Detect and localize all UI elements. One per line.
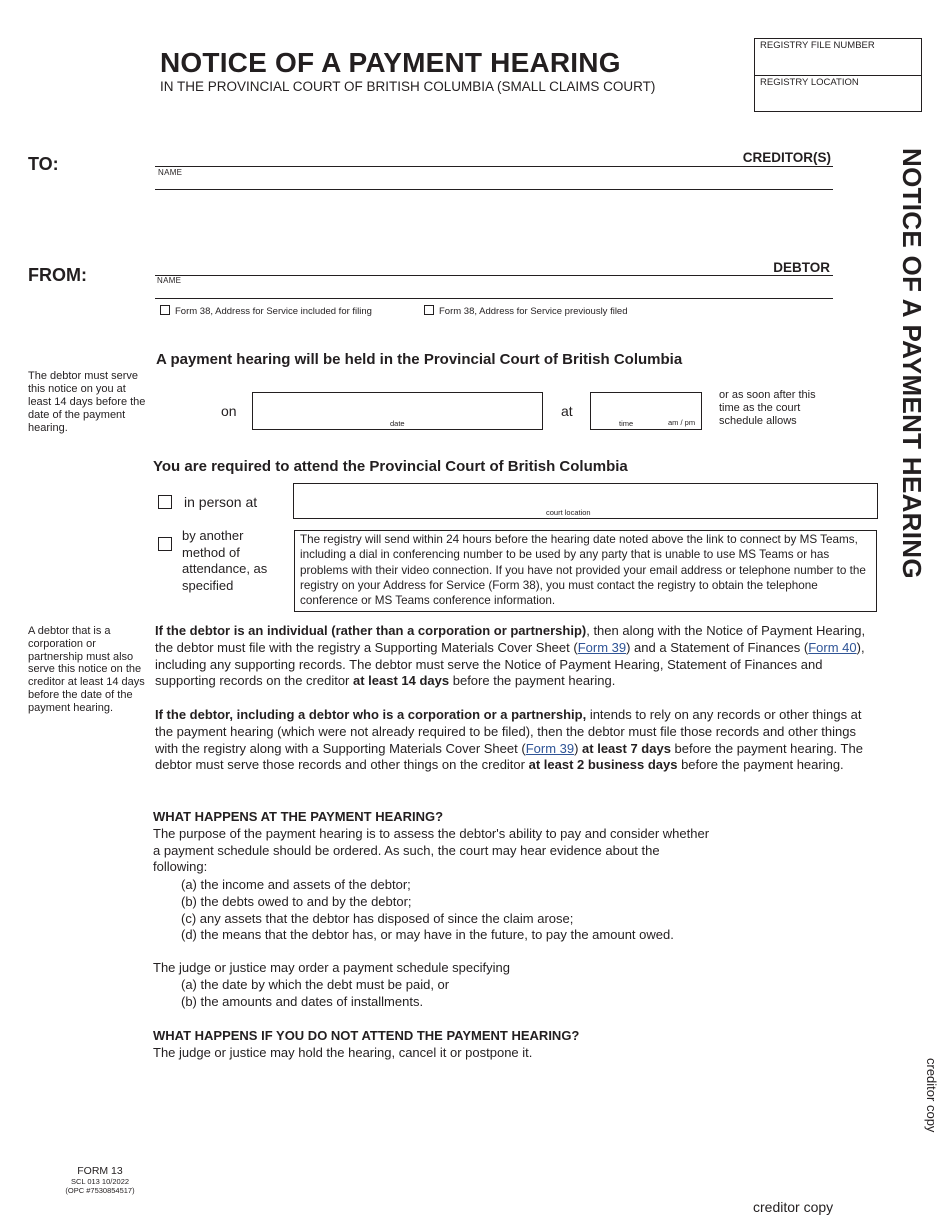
order-section xyxy=(153,960,753,1010)
not-attend-section xyxy=(153,1028,753,1062)
court-location-caption: court location xyxy=(546,508,591,517)
time-caption: time xyxy=(619,419,634,428)
p1-text-a: , then along with the Notice of Payment Hearing, the debtor must file with the registry a Supporting Materials Cover Sheet ( xyxy=(155,623,866,655)
p2-text-d: before the payment hearing. xyxy=(677,757,844,773)
side-title: NOTICE OF A PAYMENT HEARING xyxy=(897,148,927,579)
registry-location-field[interactable] xyxy=(755,76,921,113)
individual-debtor-lead: If the debtor is an individual (rather than a corporation or partnership) xyxy=(155,623,587,638)
to-label: TO: xyxy=(28,154,59,174)
registry-file-number-field[interactable] xyxy=(755,39,921,76)
ampm-caption: am / pm xyxy=(668,418,696,427)
form-code: SCL 013 10/2022 xyxy=(70,1177,130,1186)
creditor-name-caption: NAME xyxy=(158,168,183,177)
corporate-debtor-lead: If the debtor, including a debtor who is a corporation or a partnership, xyxy=(155,707,587,722)
evidence-item: (c) any assets that the debtor has disposed of since the claim arose; xyxy=(181,910,574,926)
registry-file-number-label: REGISTRY FILE NUMBER xyxy=(760,40,875,51)
evidence-item: (a) the income and assets of the debtor; xyxy=(181,877,411,892)
evidence-list xyxy=(153,877,753,944)
from-label: FROM: xyxy=(28,265,87,285)
individual-debtor-paragraph xyxy=(155,623,877,690)
footer-copy-label: creditor copy xyxy=(753,1199,834,1215)
form-39-link-2[interactable]: Form 39 xyxy=(525,740,575,756)
in-person-label: in person at xyxy=(184,494,258,510)
registry-location-label: REGISTRY LOCATION xyxy=(760,77,859,88)
hearing-heading: A payment hearing will be held in the Provincial Court of British Columbia xyxy=(156,351,683,368)
not-attend-heading: WHAT HAPPENS IF YOU DO NOT ATTEND THE PAYMENT HEARING? xyxy=(153,1028,580,1043)
filing-option-previous-label: Form 38, Address for Service previously filed xyxy=(439,306,628,317)
p1-text-b: ) and a Statement of Finances ( xyxy=(626,639,809,655)
creditor-name-field[interactable] xyxy=(155,167,833,189)
p1-text-c: ), including any supporting records. The debtor must serve the Notice of Payment Hearing, Statement of Finances and supporting records on the creditor xyxy=(155,639,865,689)
filing-option-included-label: Form 38, Address for Service included for filing xyxy=(175,306,372,317)
creditor-role-label: CREDITOR(S) xyxy=(742,150,831,165)
form-39-link[interactable]: Form 39 xyxy=(577,639,627,655)
form-title: NOTICE OF A PAYMENT HEARING xyxy=(160,47,621,78)
p2-text-a: intends to rely on any records or other things at the payment hearing (which were not already required to be filed), then the debtor must file those records and other things with the registry along with a Supporting Materials Cover Sheet ( xyxy=(155,707,862,756)
p2-text-c: before the payment hearing. The debtor must serve those records and other things on the creditor xyxy=(155,740,863,773)
side-copy-label: creditor copy xyxy=(924,1058,939,1133)
attend-heading: You are required to attend the Provincial Court of British Columbia xyxy=(153,458,628,475)
p1-text-d: before the payment hearing. xyxy=(449,673,616,689)
hearing-time-field[interactable] xyxy=(590,392,702,430)
p2-bold-2-business-days: at least 2 business days xyxy=(528,757,678,773)
p1-bold-14-days: at least 14 days xyxy=(353,673,450,689)
order-intro: The judge or justice may order a payment schedule specifying xyxy=(153,960,510,975)
what-happens-intro: The purpose of the payment hearing is to assess the debtor's ability to pay and consider whether a payment schedule should be ordered. As such, the court may hear evidence about the following: xyxy=(153,825,710,875)
checkbox-form38-previous[interactable] xyxy=(424,305,434,315)
debtor-name-bottom-line xyxy=(155,298,833,299)
order-item: (a) the date by which the debt must be paid, or xyxy=(181,976,450,992)
not-attend-text: The judge or justice may hold the hearing, cancel it or postpone it. xyxy=(153,1044,533,1060)
debtor-name-caption: NAME xyxy=(157,276,182,285)
other-method-info-text: The registry will send within 24 hours before the hearing date noted above the link to connect by MS Teams, including a dial in conferencing number to be used by any party that is unable to use MS Teams or has problems with their video connection. If you have not provided your email address or telephone number to the registry on your Address for Service (Form 38), you must contact the registry to obtain the telephone conference or MS Teams conference information. xyxy=(300,533,866,608)
evidence-item: (d) the means that the debtor has, or may have in the future, to pay the amount owed. xyxy=(181,927,674,943)
court-location-field[interactable] xyxy=(293,483,878,519)
p2-text-b: ) xyxy=(574,740,583,756)
corporation-side-note: A debtor that is a corporation or partnership must also serve this notice on the creditor at least 14 days before the date of the payment hearing. xyxy=(28,625,145,714)
form-40-link[interactable]: Form 40 xyxy=(808,639,857,655)
at-label: at xyxy=(561,403,573,419)
p2-bold-7-days: at least 7 days xyxy=(582,740,671,756)
date-caption: date xyxy=(390,419,405,428)
debtor-role-label: DEBTOR xyxy=(773,260,830,275)
on-label: on xyxy=(221,403,237,419)
other-method-info-box xyxy=(294,530,877,612)
opc-number: (OPC #7530854517) xyxy=(65,1186,135,1195)
checkbox-form38-included[interactable] xyxy=(160,305,170,315)
creditor-name-bottom-line xyxy=(155,189,833,190)
what-happens-section xyxy=(153,809,713,876)
form-number: FORM 13 xyxy=(77,1165,123,1177)
filing-option-previous[interactable] xyxy=(424,305,628,317)
hearing-date-field[interactable] xyxy=(252,392,543,430)
checkbox-in-person[interactable] xyxy=(158,495,172,509)
order-item: (b) the amounts and dates of installments. xyxy=(181,993,424,1009)
evidence-item: (b) the debts owed to and by the debtor; xyxy=(181,893,412,909)
hearing-side-note: The debtor must serve this notice on you at least 14 days before the date of the payment hearing. xyxy=(28,370,146,434)
checkbox-other-method[interactable] xyxy=(158,537,172,551)
corporate-debtor-paragraph xyxy=(155,707,880,774)
form-subtitle: IN THE PROVINCIAL COURT OF BRITISH COLUMBIA (SMALL CLAIMS COURT) xyxy=(160,79,656,94)
other-method-label: by another method of attendance, as specified xyxy=(182,528,268,593)
what-happens-heading: WHAT HAPPENS AT THE PAYMENT HEARING? xyxy=(153,809,444,824)
filing-option-included[interactable] xyxy=(160,305,372,317)
debtor-name-field[interactable] xyxy=(155,276,833,298)
registry-box xyxy=(754,38,922,112)
as-soon-note: or as soon after this time as the court schedule allows xyxy=(719,389,816,427)
form-number-block xyxy=(50,1166,150,1195)
